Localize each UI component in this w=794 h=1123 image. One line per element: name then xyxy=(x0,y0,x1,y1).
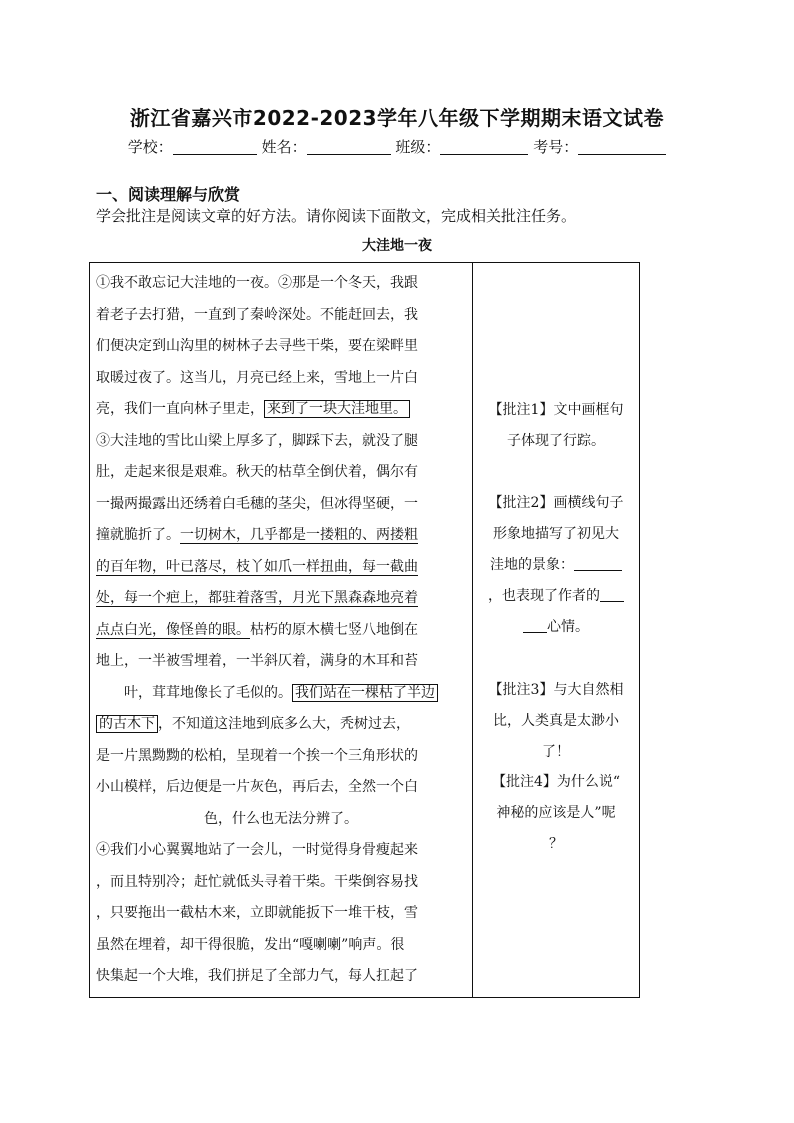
passage-line: 处，每一个疤上，都驻着落雪，月光下黑森森地亮着 xyxy=(96,590,418,606)
answer-blank[interactable] xyxy=(600,587,624,602)
passage-segment: 撞就脆折了。 xyxy=(96,527,180,543)
passage-line: 色，什么也无法分辨了。 xyxy=(204,810,358,827)
passage-line: ③大洼地的雪比山梁上厚多了，脚踩下去，就没了腿 xyxy=(96,432,418,449)
annotation-line: 比，人类真是太渺小 xyxy=(493,713,619,729)
passage-segment: ，不知道这洼地到底多么大，秃树过去， xyxy=(158,716,410,732)
underlined-sentence: 一切树木，几乎都是一搂粗的、两搂粗 xyxy=(180,527,418,543)
name-label: 姓名： xyxy=(261,138,307,156)
annotation-2 xyxy=(478,488,634,643)
passage-line xyxy=(96,615,466,647)
passage-line: 快集起一个大堆，我们拼足了全部力气，每人扛起了 xyxy=(96,968,418,984)
passage-line: 取暖过夜了。这当儿，月亮已经上来，雪地上一片白 xyxy=(96,369,418,386)
annotation-line: 【批注4】为什么说“ xyxy=(491,774,621,790)
passage-line: 的百年物，叶已落尽，枝丫如爪一样扭曲，每一截曲 xyxy=(96,558,418,575)
passage-line: ①我不敢忘记大洼地的一夜。②那是一个冬天，我跟 xyxy=(96,275,418,291)
answer-blank[interactable] xyxy=(574,556,622,571)
passage-line xyxy=(96,394,466,426)
passage-line xyxy=(96,709,466,741)
passage-text xyxy=(96,268,466,993)
annotation-line xyxy=(478,581,634,612)
annotation-line xyxy=(478,612,634,643)
number-label: 考号： xyxy=(533,138,579,156)
school-label: 学校： xyxy=(127,138,173,156)
annotation-line: 【批注1】文中画框句 xyxy=(488,402,624,418)
student-info-line xyxy=(0,136,794,157)
passage-segment: 叶，茸茸地像长了毛似的。 xyxy=(124,684,292,701)
column-divider xyxy=(472,262,473,998)
essay-title: 大洼地一夜 xyxy=(362,238,432,254)
annotation-line: 形象地描写了初见大 xyxy=(493,526,619,542)
section-heading: 一、阅读理解与欣赏 xyxy=(96,185,241,204)
passage-line: 着老子去打猎，一直到了秦岭深处。不能赶回去，我 xyxy=(96,306,418,323)
passage-line: 地上，一半被雪埋着，一半斜仄着，满身的木耳和苔 xyxy=(96,653,418,669)
annotation-line xyxy=(478,550,634,581)
annotation-4 xyxy=(478,767,634,860)
exam-title: 浙江省嘉兴市2022-2023学年八年级下学期期末语文试卷 xyxy=(129,106,665,130)
annotation-line: 了！ xyxy=(542,744,570,760)
passage-segment: 亮，我们一直向林子里走， xyxy=(96,401,264,417)
annotation-line: 【批注2】画横线句子 xyxy=(488,495,624,511)
annotation-1 xyxy=(478,395,634,457)
annotation-segment: 洼地的景象： xyxy=(490,557,574,573)
annotation-line: 子体现了行踪。 xyxy=(507,433,605,449)
passage-line: 小山模样，后边便是一片灰色，再后去，全然一个白 xyxy=(96,779,418,795)
annotation-3 xyxy=(478,675,634,768)
passage-line: ，只要拖出一截枯木来，立即就能扳下一堆干枝，雪 xyxy=(96,905,418,921)
passage-segment: 枯朽的原木横七竖八地倒在 xyxy=(250,621,418,638)
answer-blank[interactable] xyxy=(523,618,547,633)
number-field[interactable] xyxy=(578,138,666,155)
passage-line xyxy=(96,520,466,552)
class-field[interactable] xyxy=(440,138,528,155)
passage-line: ④我们小心翼翼地站了一会儿，一时觉得身骨瘦起来 xyxy=(96,842,418,858)
boxed-sentence: 的古木下 xyxy=(96,715,158,733)
name-field[interactable] xyxy=(307,138,391,155)
annotation-line: ？ xyxy=(549,836,563,852)
passage-line: 虽然在埋着，却干得很脆，发出“嘎喇喇”响声。很 xyxy=(96,936,405,953)
passage-line: 们便决定到山沟里的树林子去寻些干柴，要在梁畔里 xyxy=(96,338,418,354)
passage-line: ，而且特别冷；赶忙就低头寻着干柴。干柴倒容易找 xyxy=(96,873,418,890)
instructions: 学会批注是阅读文章的好方法。请你阅读下面散文，完成相关批注任务。 xyxy=(96,207,577,225)
boxed-sentence: 我们站在一棵枯了半边 xyxy=(292,684,438,702)
annotation-line: 【批注3】与大自然相 xyxy=(488,682,624,698)
school-field[interactable] xyxy=(173,138,257,155)
annotation-line: 神秘的应该是人”呢 xyxy=(496,805,616,821)
boxed-sentence: 来到了一块大洼地里。 xyxy=(264,400,410,418)
underlined-sentence: 点点白光，像怪兽的眼。 xyxy=(96,621,250,638)
passage-line: 是一片黑黝黝的松柏，呈现着一个挨一个三角形状的 xyxy=(96,747,418,764)
annotation-segment: ，也表现了作者的 xyxy=(488,588,600,604)
passage-line: 一撮两撮露出还绣着白毛穗的茎尖，但冰得坚硬，一 xyxy=(96,495,418,512)
passage-line xyxy=(96,678,466,710)
annotation-segment: 心情。 xyxy=(547,619,589,635)
passage-line: 肚，走起来很是艰难。秋天的枯草全倒伏着，偶尔有 xyxy=(96,464,418,480)
class-label: 班级： xyxy=(395,138,441,156)
